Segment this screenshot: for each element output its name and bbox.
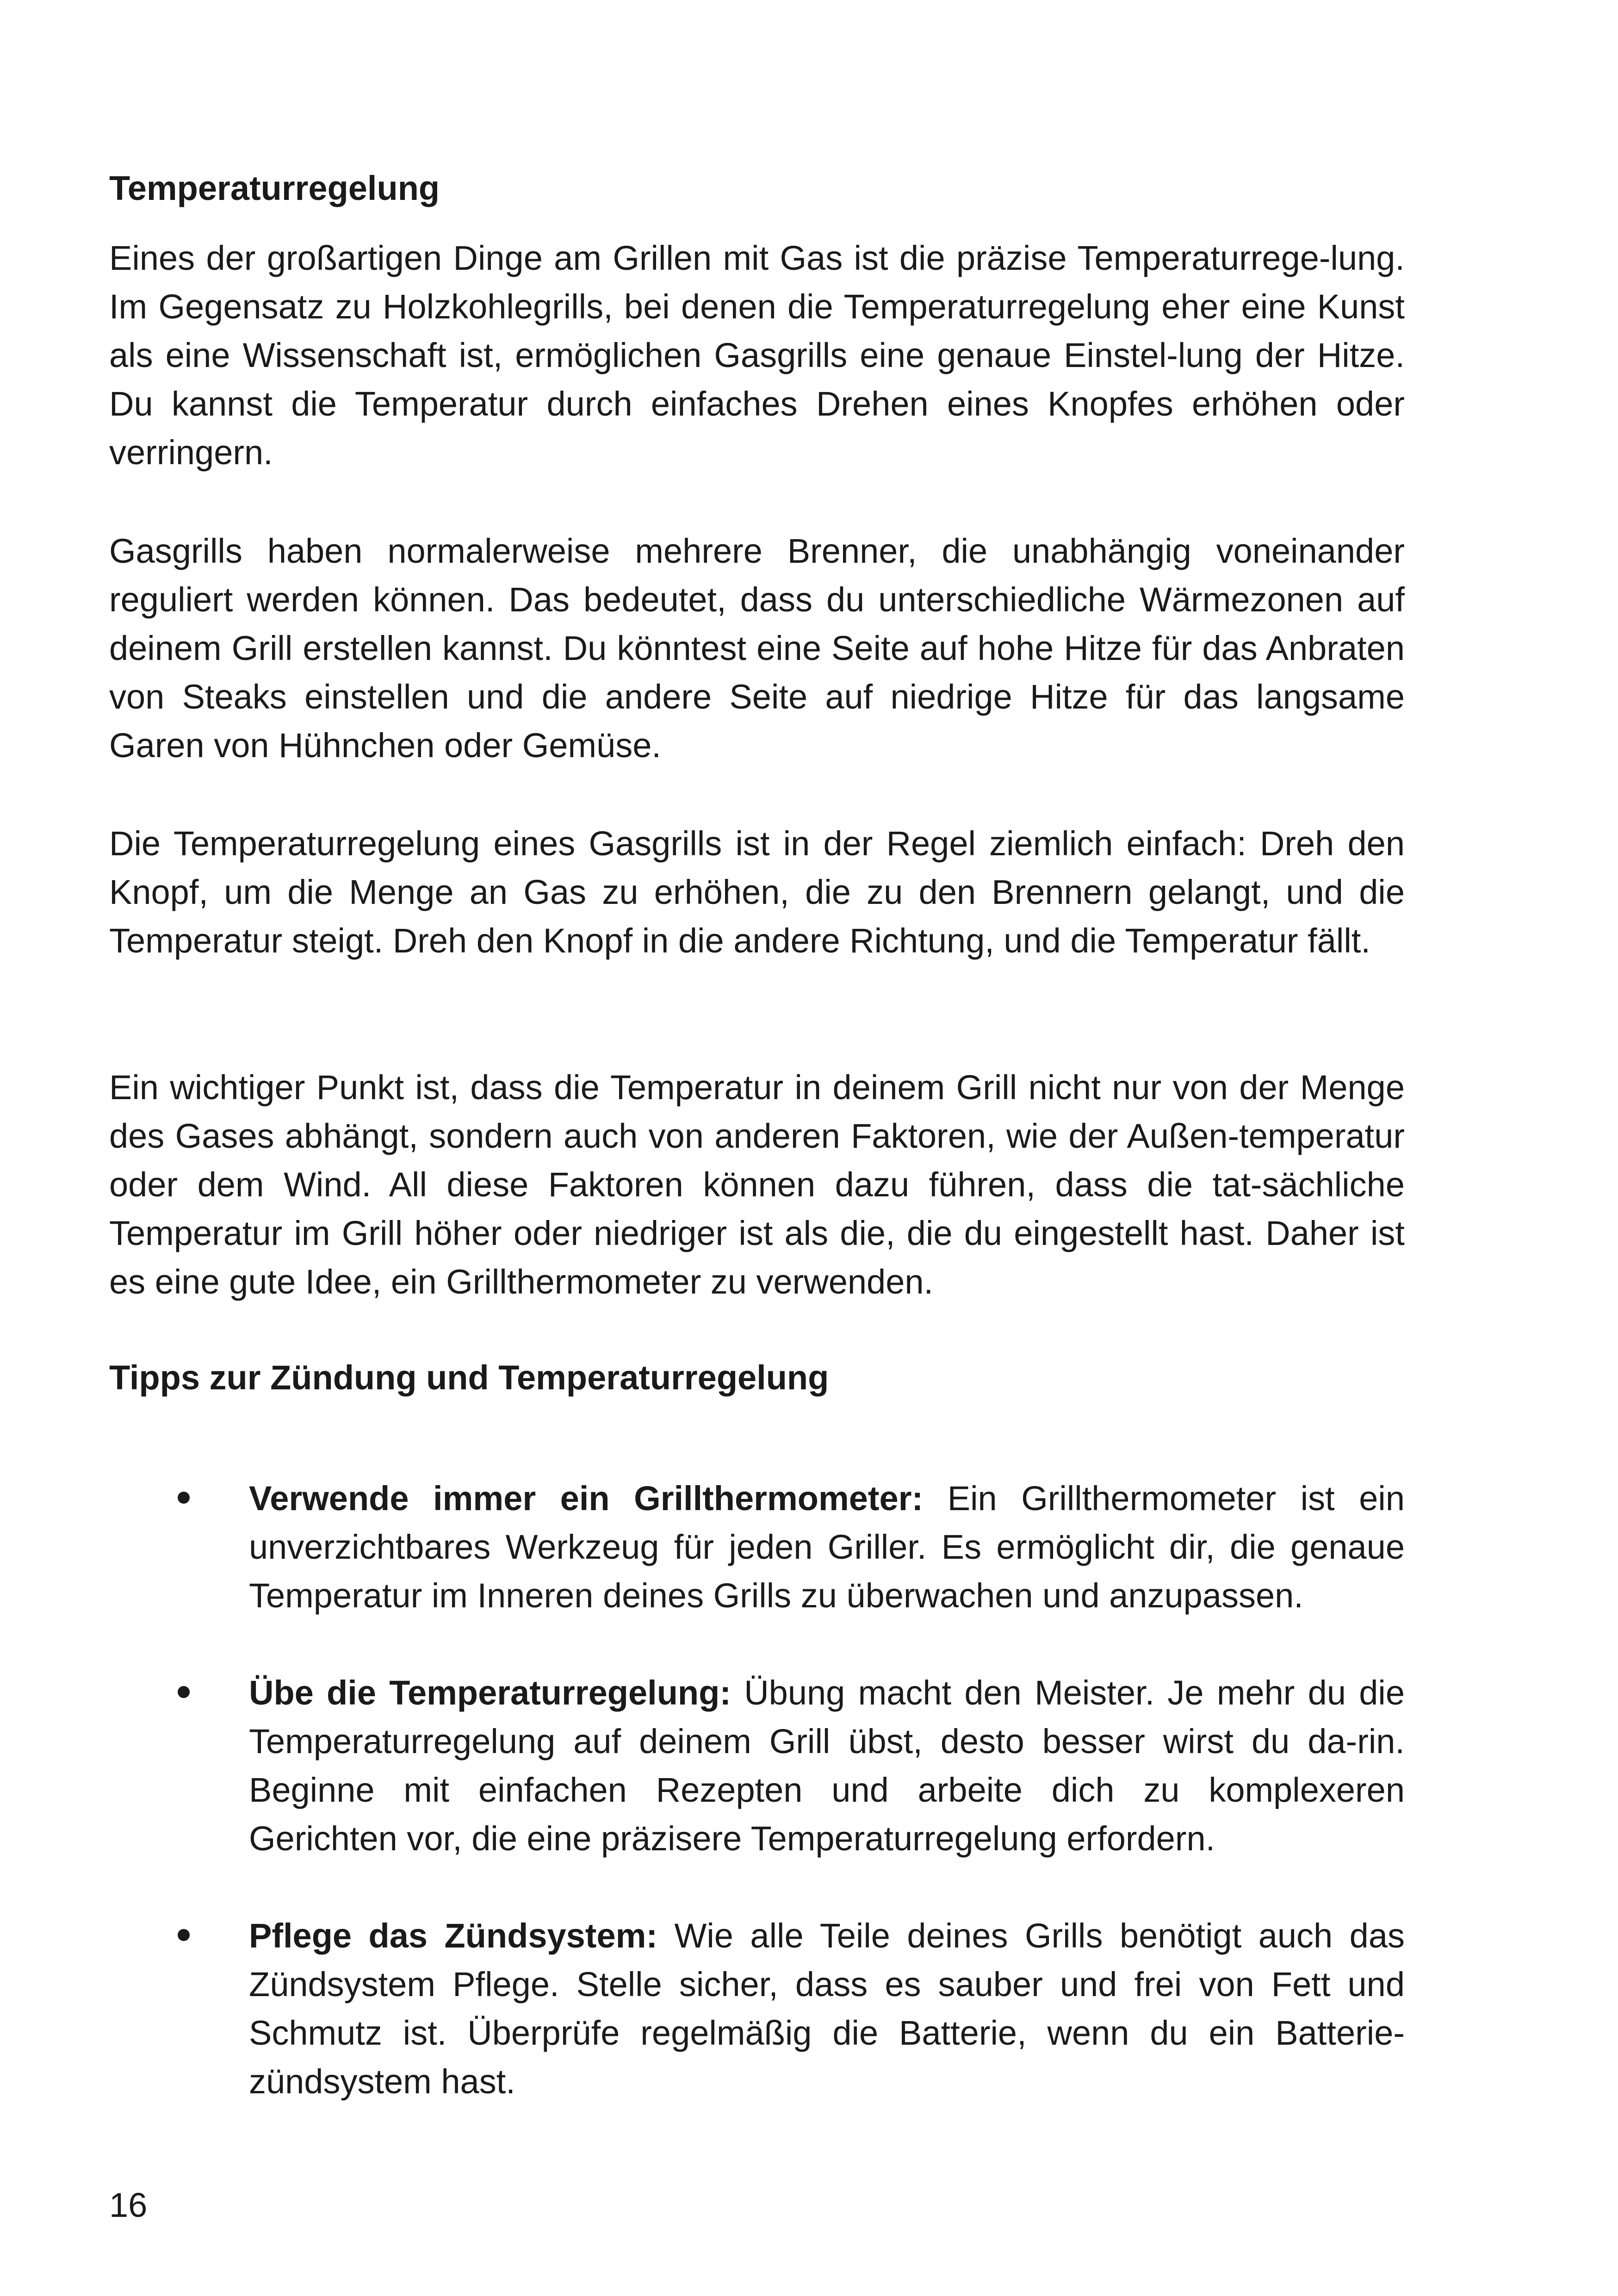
list-item-body: Ein Grillthermometer ist ein unverzichtbares Werkzeug für jeden Griller. Es ermöglicht dir, die genaue Temperatur im Inneren deines Grills zu überwachen und anzupassen. (249, 1479, 1405, 1615)
bullet-icon (178, 1929, 190, 1941)
section-heading-temperaturregelung: Temperaturregelung (109, 169, 440, 207)
paragraph-3: Die Temperaturregelung eines Gasgrills ist in der Regel ziemlich einfach: Dreh den Knopf, um die Menge an Gas zu erhöhen, die zu den Brennern gelangt, und die Temperatur steigt. Dreh den Knopf in die andere Richtung, und die Temperatur fällt. (109, 824, 1405, 960)
section-heading-tipps: Tipps zur Zündung und Temperaturregelung (109, 1358, 829, 1397)
paragraph-1: Eines der großartigen Dinge am Grillen mit Gas ist die präzise Temperaturrege-lung. Im Gegensatz zu Holzkohlegrills, bei denen die Temperaturregelung eher eine Kunst als eine Wissenschaft ist, ermöglichen Gasgrills eine genaue Einstel-lung der Hitze. Du kannst die Temperatur durch einfaches Drehen eines Knopfes erhöhen oder verringern. (109, 239, 1405, 472)
list-item-title: Verwende immer ein Grillthermometer: (249, 1479, 924, 1518)
list-item-body: Übung macht den Meister. Je mehr du die Temperaturregelung auf deinem Grill übst, desto besser wirst du da-rin. Beginne mit einfachen Rezepten und arbeite dich zu komplexeren Gerichten vor, die eine präzisere Temperaturregelung erfordern. (249, 1674, 1405, 1858)
list-item-title: Übe die Temperaturregelung: (249, 1674, 731, 1712)
list-item-title: Pflege das Zündsystem: (249, 1916, 658, 1955)
list-item-body: Wie alle Teile deines Grills benötigt auch das Zündsystem Pflege. Stelle sicher, dass es sauber und frei von Fett und Schmutz ist. Überprüfe regelmäßig die Batterie, wenn du ein Batterie-zündsystem hast. (249, 1916, 1405, 2101)
bullet-icon (178, 1492, 190, 1504)
list-item-text (249, 1668, 1405, 1863)
bullet-icon (178, 1686, 190, 1698)
page-number: 16 (109, 2186, 148, 2224)
paragraph-2: Gasgrills haben normalerweise mehrere Brenner, die unabhängig voneinander reguliert werden können. Das bedeutet, dass du unterschiedliche Wärmezonen auf deinem Grill erstellen kannst. Du könntest eine Seite auf hohe Hitze für das Anbraten von Steaks einstellen und die andere Seite auf niedrige Hitze für das langsame Garen von Hühnchen oder Gemüse. (109, 532, 1405, 765)
paragraph-4: Ein wichtiger Punkt ist, dass die Temperatur in deinem Grill nicht nur von der Menge des Gases abhängt, sondern auch von anderen Faktoren, wie der Außen-temperatur oder dem Wind. All diese Faktoren können dazu führen, dass die tat-sächliche Temperatur im Grill höher oder niedriger ist als die, die du eingestellt hast. Daher ist es eine gute Idee, ein Grillthermometer zu verwenden. (109, 1068, 1405, 1301)
list-item-text (249, 1474, 1405, 1620)
list-item-text (249, 1911, 1405, 2106)
